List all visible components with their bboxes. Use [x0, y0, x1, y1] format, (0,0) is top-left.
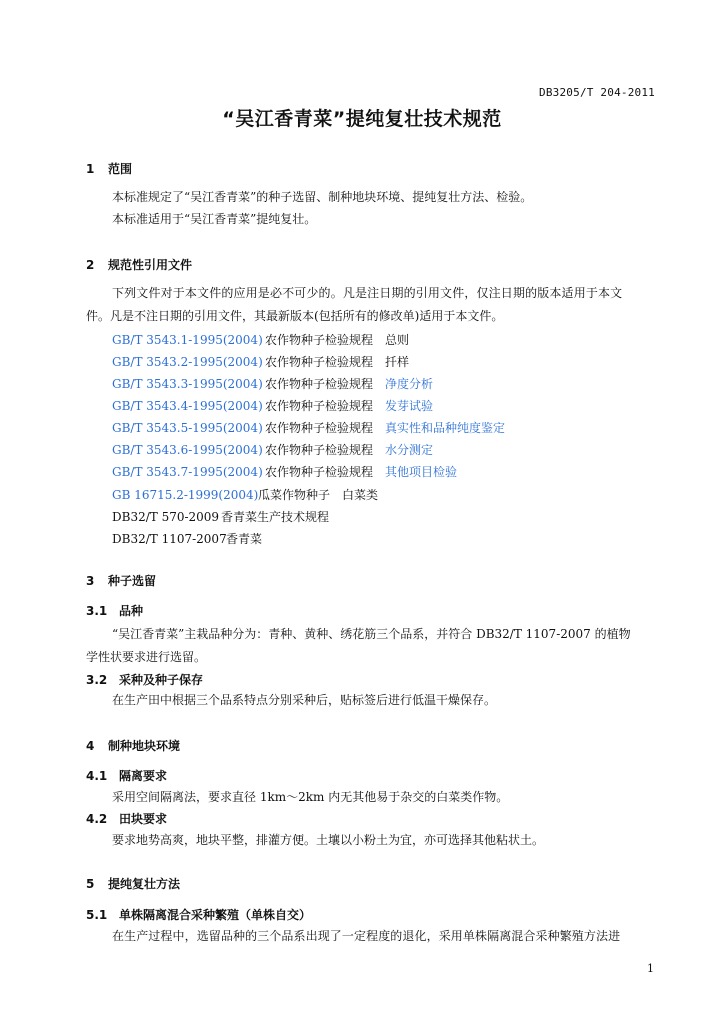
document-code: DB3205/T 204-2011 [539, 86, 655, 99]
subsection-3-1-heading [86, 602, 143, 619]
section-1-heading [86, 160, 132, 177]
reference-name: 香青菜 [226, 532, 263, 546]
section-5-heading [86, 875, 180, 892]
subsection-4-1-heading [86, 767, 167, 784]
reference-name: 农作物种子检验规程 [265, 465, 374, 479]
reference-name: 农作物种子检验规程 [265, 399, 374, 413]
reference-part: 扦样 [385, 355, 410, 369]
reference-code[interactable]: GB/T 3543.6-1995(2004) [112, 443, 263, 457]
subsection-3-2-heading [86, 671, 203, 688]
reference-item [112, 353, 409, 370]
reference-item [112, 375, 433, 392]
reference-code[interactable]: GB/T 3543.3-1995(2004) [112, 377, 263, 391]
reference-name: 香青菜生产技术规程 [221, 510, 330, 524]
page-number: 1 [647, 962, 654, 975]
reference-name: 农作物种子检验规程 [265, 333, 374, 347]
section-4-heading [86, 737, 180, 754]
reference-name: 瓜菜作物种子 [258, 488, 331, 502]
section-title: 种子选留 [108, 574, 157, 588]
reference-code[interactable]: GB/T 3543.7-1995(2004) [112, 465, 263, 479]
paragraph: 下列文件对于本文件的应用是必不可少的。凡是注日期的引用文件，仅注日期的版本适用于本文 [112, 286, 623, 300]
reference-part[interactable]: 水分测定 [385, 443, 434, 457]
section-number: 3 [86, 574, 95, 588]
reference-code[interactable]: GB 16715.2-1999(2004) [112, 488, 259, 502]
subsection-number: 5.1 [86, 908, 108, 922]
section-number: 1 [86, 162, 95, 176]
section-title: 制种地块环境 [108, 739, 181, 753]
subsection-number: 3.1 [86, 604, 108, 618]
subsection-title: 采种及种子保存 [119, 673, 204, 687]
subsection-number: 4.1 [86, 769, 108, 783]
paragraph: 在生产过程中，选留品种的三个品系出现了一定程度的退化，采用单株隔离混合采种繁殖方法进 [112, 929, 621, 943]
paragraph: 本标准适用于“吴江香青菜”提纯复壮。 [112, 212, 317, 226]
reference-part[interactable]: 其他项目检验 [385, 465, 458, 479]
reference-part: 白菜类 [342, 488, 379, 502]
document-title: “吴江香青菜”提纯复壮技术规范 [222, 108, 502, 130]
reference-code[interactable]: GB/T 3543.2-1995(2004) [112, 355, 263, 369]
reference-item [112, 441, 433, 458]
subsection-title: 隔离要求 [119, 769, 168, 783]
reference-item [112, 397, 433, 414]
section-2-heading [86, 256, 192, 273]
reference-item [112, 419, 505, 436]
reference-code: DB32/T 1107-2007 [112, 532, 227, 546]
reference-item [112, 486, 378, 503]
section-title: 范围 [108, 162, 133, 176]
section-title: 规范性引用文件 [108, 258, 193, 272]
reference-code[interactable]: GB/T 3543.5-1995(2004) [112, 421, 263, 435]
paragraph: 采用空间隔离法，要求直径 1km～2km 内无其他易于杂交的白菜类作物。 [112, 790, 509, 804]
reference-name: 农作物种子检验规程 [265, 355, 374, 369]
section-number: 4 [86, 739, 95, 753]
paragraph: 学性状要求进行选留。 [86, 650, 207, 664]
section-3-heading [86, 572, 156, 589]
subsection-5-1-heading [86, 906, 311, 923]
reference-item [112, 530, 262, 547]
reference-name: 农作物种子检验规程 [265, 421, 374, 435]
reference-part[interactable]: 发芽试验 [385, 399, 434, 413]
subsection-number: 3.2 [86, 673, 108, 687]
reference-item [112, 331, 409, 348]
reference-part[interactable]: 真实性和品种纯度鉴定 [385, 421, 506, 435]
reference-name: 农作物种子检验规程 [265, 443, 374, 457]
reference-name: 农作物种子检验规程 [265, 377, 374, 391]
reference-part[interactable]: 净度分析 [385, 377, 434, 391]
paragraph: 在生产田中根据三个品系特点分别采种后，贴标签后进行低温干燥保存。 [112, 693, 497, 707]
section-number: 2 [86, 258, 95, 272]
paragraph: 要求地势高爽，地块平整，排灌方便。土壤以小粉土为宜，亦可选择其他粘状土。 [112, 833, 545, 847]
subsection-4-2-heading [86, 810, 167, 827]
reference-item [112, 508, 329, 525]
paragraph: 本标准规定了“吴江香青菜”的种子选留、制种地块环境、提纯复壮方法、检验。 [112, 190, 533, 204]
subsection-title: 单株隔离混合采种繁殖（单株自交） [119, 908, 312, 922]
reference-code: DB32/T 570-2009 [112, 510, 220, 524]
reference-code[interactable]: GB/T 3543.4-1995(2004) [112, 399, 263, 413]
paragraph: “吴江香青菜”主栽品种分为：青种、黄种、绣花筋三个品系，并符合 DB32/T 1107-2007 的植物 [112, 627, 631, 641]
section-title: 提纯复壮方法 [108, 877, 181, 891]
reference-item [112, 463, 457, 480]
section-number: 5 [86, 877, 95, 891]
subsection-title: 田块要求 [119, 812, 168, 826]
paragraph: 件。凡是不注日期的引用文件，其最新版本(包括所有的修改单)适用于本文件。 [86, 309, 504, 323]
reference-code[interactable]: GB/T 3543.1-1995(2004) [112, 333, 263, 347]
subsection-number: 4.2 [86, 812, 108, 826]
reference-part: 总则 [385, 333, 410, 347]
subsection-title: 品种 [119, 604, 144, 618]
